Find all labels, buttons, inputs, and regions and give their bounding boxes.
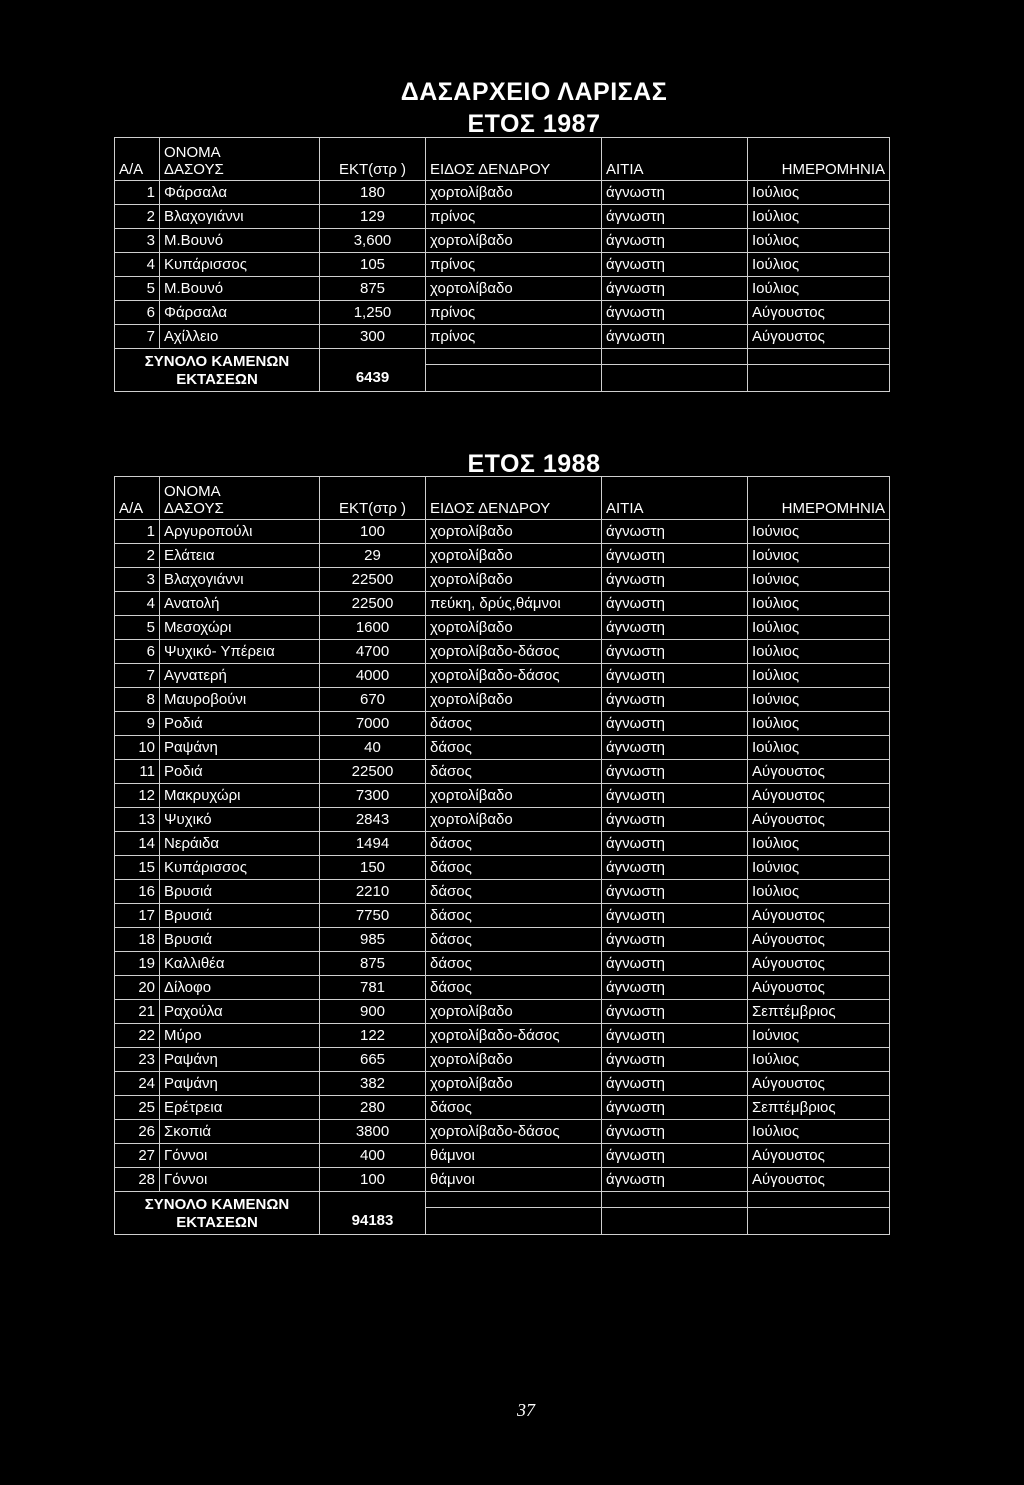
table-row <box>115 1072 890 1096</box>
forest-name-cell: Μαυροβούνι <box>160 688 320 712</box>
total-row <box>115 349 890 392</box>
date-cell: Ιούλιος <box>748 832 890 856</box>
date-cell: Ιούνιος <box>748 544 890 568</box>
tree-type-cell: πρίνος <box>426 205 602 229</box>
table-header-row <box>115 477 890 520</box>
total-empty-cell <box>426 349 602 392</box>
fires-1988-table <box>114 476 890 1235</box>
tree-type-cell: δάσος <box>426 952 602 976</box>
area-cell: 22500 <box>320 760 426 784</box>
cause-cell: άγνωστη <box>602 976 748 1000</box>
tree-type-cell: θάμνοι <box>426 1144 602 1168</box>
area-cell: 29 <box>320 544 426 568</box>
table-row <box>115 520 890 544</box>
cause-cell: άγνωστη <box>602 544 748 568</box>
header-name-line1: ΟΝΟΜΑ <box>164 483 221 500</box>
row-number-cell: 9 <box>115 712 160 736</box>
area-cell: 22500 <box>320 592 426 616</box>
cause-cell: άγνωστη <box>602 568 748 592</box>
forest-name-cell: Αργυροπούλι <box>160 520 320 544</box>
cause-cell: άγνωστη <box>602 1000 748 1024</box>
cause-cell: άγνωστη <box>602 712 748 736</box>
cause-cell: άγνωστη <box>602 181 748 205</box>
total-label <box>115 349 320 392</box>
table-row <box>115 1096 890 1120</box>
forest-name-cell: Βρυσιά <box>160 880 320 904</box>
total-label-line2: ΕΚΤΑΣΕΩΝ <box>176 371 258 388</box>
forest-name-cell: Ροδιά <box>160 760 320 784</box>
tree-type-cell: χορτολίβαδο-δάσος <box>426 1024 602 1048</box>
cause-cell: άγνωστη <box>602 832 748 856</box>
row-number-cell: 26 <box>115 1120 160 1144</box>
tree-type-cell: χορτολίβαδο-δάσος <box>426 664 602 688</box>
table-row <box>115 1168 890 1192</box>
date-cell: Αύγουστος <box>748 1072 890 1096</box>
header-area: ΕΚΤ(στρ ) <box>320 477 426 520</box>
cause-cell: άγνωστη <box>602 205 748 229</box>
row-number-cell: 18 <box>115 928 160 952</box>
forest-name-cell: Μ.Βουνό <box>160 229 320 253</box>
header-aa: Α/Α <box>115 477 160 520</box>
total-label-line1: ΣΥΝΟΛΟ ΚΑΜΕΝΩΝ <box>144 353 290 370</box>
table-row <box>115 616 890 640</box>
row-number-cell: 19 <box>115 952 160 976</box>
cause-cell: άγνωστη <box>602 736 748 760</box>
tree-type-cell: χορτολίβαδο <box>426 544 602 568</box>
total-row <box>115 1192 890 1235</box>
row-number-cell: 17 <box>115 904 160 928</box>
row-number-cell: 12 <box>115 784 160 808</box>
table-row <box>115 568 890 592</box>
row-number-cell: 15 <box>115 856 160 880</box>
tree-type-cell: χορτολίβαδο-δάσος <box>426 1120 602 1144</box>
table-row <box>115 1000 890 1024</box>
tree-type-cell: χορτολίβαδο <box>426 616 602 640</box>
cause-cell: άγνωστη <box>602 592 748 616</box>
forest-name-cell: Ραχούλα <box>160 1000 320 1024</box>
area-cell: 781 <box>320 976 426 1000</box>
forest-name-cell: Γόννοι <box>160 1144 320 1168</box>
forest-name-cell: Φάρσαλα <box>160 301 320 325</box>
table-row <box>115 325 890 349</box>
tree-type-cell: δάσος <box>426 976 602 1000</box>
date-cell: Ιούνιος <box>748 520 890 544</box>
date-cell: Αύγουστος <box>748 976 890 1000</box>
area-cell: 1,250 <box>320 301 426 325</box>
row-number-cell: 4 <box>115 592 160 616</box>
cause-cell: άγνωστη <box>602 1072 748 1096</box>
tree-type-cell: δάσος <box>426 832 602 856</box>
fires-1987-table <box>114 137 890 392</box>
tree-type-cell: δάσος <box>426 904 602 928</box>
date-cell: Αύγουστος <box>748 904 890 928</box>
row-number-cell: 20 <box>115 976 160 1000</box>
cause-cell: άγνωστη <box>602 1168 748 1192</box>
tree-type-cell: πρίνος <box>426 325 602 349</box>
total-empty-cell <box>426 1192 602 1235</box>
total-value: 94183 <box>320 1192 426 1235</box>
table-row <box>115 664 890 688</box>
total-value: 6439 <box>320 349 426 392</box>
row-number-cell: 2 <box>115 544 160 568</box>
date-cell: Ιούλιος <box>748 736 890 760</box>
area-cell: 7300 <box>320 784 426 808</box>
row-number-cell: 5 <box>115 277 160 301</box>
total-label-line2: ΕΚΤΑΣΕΩΝ <box>176 1214 258 1231</box>
row-number-cell: 5 <box>115 616 160 640</box>
table-row <box>115 301 890 325</box>
area-cell: 4700 <box>320 640 426 664</box>
date-cell: Ιούλιος <box>748 181 890 205</box>
area-cell: 3800 <box>320 1120 426 1144</box>
tree-type-cell: δάσος <box>426 760 602 784</box>
cause-cell: άγνωστη <box>602 253 748 277</box>
header-name-line2: ΔΑΣΟΥΣ <box>164 500 224 517</box>
cause-cell: άγνωστη <box>602 808 748 832</box>
row-number-cell: 6 <box>115 640 160 664</box>
table-row <box>115 1120 890 1144</box>
cause-cell: άγνωστη <box>602 1144 748 1168</box>
cause-cell: άγνωστη <box>602 688 748 712</box>
row-number-cell: 2 <box>115 205 160 229</box>
area-cell: 3,600 <box>320 229 426 253</box>
date-cell: Ιούλιος <box>748 880 890 904</box>
row-number-cell: 10 <box>115 736 160 760</box>
tree-type-cell: δάσος <box>426 880 602 904</box>
area-cell: 280 <box>320 1096 426 1120</box>
forest-name-cell: Βλαχογιάννι <box>160 205 320 229</box>
forest-name-cell: Ραψάνη <box>160 1072 320 1096</box>
forest-name-cell: Βρυσιά <box>160 904 320 928</box>
date-cell: Αύγουστος <box>748 325 890 349</box>
cause-cell: άγνωστη <box>602 928 748 952</box>
area-cell: 400 <box>320 1144 426 1168</box>
date-cell: Σεπτέμβριος <box>748 1096 890 1120</box>
row-number-cell: 14 <box>115 832 160 856</box>
tree-type-cell: χορτολίβαδο <box>426 277 602 301</box>
row-number-cell: 16 <box>115 880 160 904</box>
table-row <box>115 880 890 904</box>
table-row <box>115 952 890 976</box>
row-number-cell: 8 <box>115 688 160 712</box>
table-row <box>115 181 890 205</box>
row-number-cell: 1 <box>115 520 160 544</box>
date-cell: Ιούνιος <box>748 568 890 592</box>
date-cell: Ιούλιος <box>748 592 890 616</box>
cause-cell: άγνωστη <box>602 1096 748 1120</box>
header-aa: Α/Α <box>115 138 160 181</box>
area-cell: 670 <box>320 688 426 712</box>
date-cell: Ιούνιος <box>748 688 890 712</box>
table-row <box>115 640 890 664</box>
tree-type-cell: χορτολίβαδο <box>426 784 602 808</box>
area-cell: 300 <box>320 325 426 349</box>
forest-name-cell: Νεράιδα <box>160 832 320 856</box>
cause-cell: άγνωστη <box>602 664 748 688</box>
forest-name-cell: Μύρο <box>160 1024 320 1048</box>
forest-name-cell: Μακρυχώρι <box>160 784 320 808</box>
header-forest-name <box>160 477 320 520</box>
area-cell: 7750 <box>320 904 426 928</box>
table-row <box>115 688 890 712</box>
area-cell: 7000 <box>320 712 426 736</box>
tree-type-cell: πρίνος <box>426 253 602 277</box>
area-cell: 22500 <box>320 568 426 592</box>
header-cause: ΑΙΤΙΑ <box>602 138 748 181</box>
area-cell: 40 <box>320 736 426 760</box>
tree-type-cell: χορτολίβαδο <box>426 568 602 592</box>
row-number-cell: 21 <box>115 1000 160 1024</box>
forest-name-cell: Ψυχικό <box>160 808 320 832</box>
total-empty-cell <box>748 1192 890 1235</box>
table-row <box>115 1048 890 1072</box>
forest-name-cell: Δίλοφο <box>160 976 320 1000</box>
table-row <box>115 856 890 880</box>
tree-type-cell: δάσος <box>426 1096 602 1120</box>
row-number-cell: 7 <box>115 325 160 349</box>
table-row <box>115 277 890 301</box>
cause-cell: άγνωστη <box>602 520 748 544</box>
area-cell: 122 <box>320 1024 426 1048</box>
date-cell: Ιούλιος <box>748 253 890 277</box>
date-cell: Ιούνιος <box>748 856 890 880</box>
date-cell: Αύγουστος <box>748 1168 890 1192</box>
area-cell: 100 <box>320 520 426 544</box>
cause-cell: άγνωστη <box>602 325 748 349</box>
table-row <box>115 976 890 1000</box>
total-empty-cell <box>602 1192 748 1235</box>
cause-cell: άγνωστη <box>602 952 748 976</box>
forest-name-cell: Βρυσιά <box>160 928 320 952</box>
date-cell: Αύγουστος <box>748 952 890 976</box>
tree-type-cell: χορτολίβαδο <box>426 1072 602 1096</box>
table-row <box>115 1144 890 1168</box>
date-cell: Αύγουστος <box>748 1144 890 1168</box>
row-number-cell: 4 <box>115 253 160 277</box>
date-cell: Ιούλιος <box>748 205 890 229</box>
table-row <box>115 736 890 760</box>
tree-type-cell: δάσος <box>426 736 602 760</box>
date-cell: Αύγουστος <box>748 301 890 325</box>
header-date: ΗΜΕΡΟΜΗΝΙΑ <box>748 138 890 181</box>
total-label <box>115 1192 320 1235</box>
row-number-cell: 7 <box>115 664 160 688</box>
tree-type-cell: χορτολίβαδο <box>426 808 602 832</box>
date-cell: Ιούλιος <box>748 640 890 664</box>
table-row <box>115 592 890 616</box>
area-cell: 4000 <box>320 664 426 688</box>
forest-name-cell: Αγνατερή <box>160 664 320 688</box>
date-cell: Αύγουστος <box>748 784 890 808</box>
header-area: ΕΚΤ(στρ ) <box>320 138 426 181</box>
area-cell: 1494 <box>320 832 426 856</box>
row-number-cell: 11 <box>115 760 160 784</box>
area-cell: 900 <box>320 1000 426 1024</box>
forest-name-cell: Κυπάρισσος <box>160 253 320 277</box>
cause-cell: άγνωστη <box>602 301 748 325</box>
date-cell: Ιούλιος <box>748 229 890 253</box>
forest-name-cell: Φάρσαλα <box>160 181 320 205</box>
year-1987-title: ΕΤΟΣ 1987 <box>467 110 601 138</box>
forest-name-cell: Ροδιά <box>160 712 320 736</box>
forest-name-cell: Γόννοι <box>160 1168 320 1192</box>
tree-type-cell: χορτολίβαδο-δάσος <box>426 640 602 664</box>
table-row <box>115 904 890 928</box>
forest-name-cell: Καλλιθέα <box>160 952 320 976</box>
table-row <box>115 760 890 784</box>
table-row <box>115 784 890 808</box>
cause-cell: άγνωστη <box>602 880 748 904</box>
area-cell: 665 <box>320 1048 426 1072</box>
forest-name-cell: Βλαχογιάννι <box>160 568 320 592</box>
cause-cell: άγνωστη <box>602 856 748 880</box>
cause-cell: άγνωστη <box>602 616 748 640</box>
total-label-line1: ΣΥΝΟΛΟ ΚΑΜΕΝΩΝ <box>144 1196 290 1213</box>
header-name-line1: ΟΝΟΜΑ <box>164 144 221 161</box>
row-number-cell: 3 <box>115 229 160 253</box>
total-empty-cell <box>602 349 748 392</box>
cause-cell: άγνωστη <box>602 760 748 784</box>
tree-type-cell: χορτολίβαδο <box>426 520 602 544</box>
table-row <box>115 544 890 568</box>
header-name-line2: ΔΑΣΟΥΣ <box>164 161 224 178</box>
table-row <box>115 928 890 952</box>
tree-type-cell: δάσος <box>426 928 602 952</box>
table-row <box>115 712 890 736</box>
forest-name-cell: Ανατολή <box>160 592 320 616</box>
row-number-cell: 13 <box>115 808 160 832</box>
date-cell: Ιούλιος <box>748 712 890 736</box>
cause-cell: άγνωστη <box>602 1120 748 1144</box>
page-number: 37 <box>517 1400 535 1420</box>
table-row <box>115 253 890 277</box>
row-number-cell: 22 <box>115 1024 160 1048</box>
total-empty-cell <box>748 349 890 392</box>
tree-type-cell: χορτολίβαδο <box>426 1000 602 1024</box>
row-number-cell: 24 <box>115 1072 160 1096</box>
area-cell: 382 <box>320 1072 426 1096</box>
area-cell: 1600 <box>320 616 426 640</box>
cause-cell: άγνωστη <box>602 229 748 253</box>
row-number-cell: 6 <box>115 301 160 325</box>
date-cell: Ιούλιος <box>748 1120 890 1144</box>
area-cell: 2210 <box>320 880 426 904</box>
forest-name-cell: Σκοπιά <box>160 1120 320 1144</box>
forest-name-cell: Αχίλλειο <box>160 325 320 349</box>
row-number-cell: 27 <box>115 1144 160 1168</box>
forest-name-cell: Κυπάρισσος <box>160 856 320 880</box>
table-row <box>115 205 890 229</box>
area-cell: 129 <box>320 205 426 229</box>
cause-cell: άγνωστη <box>602 640 748 664</box>
date-cell: Αύγουστος <box>748 928 890 952</box>
forest-name-cell: Ερέτρεια <box>160 1096 320 1120</box>
forest-name-cell: Ραψάνη <box>160 736 320 760</box>
table-row <box>115 1024 890 1048</box>
date-cell: Ιούλιος <box>748 277 890 301</box>
tree-type-cell: θάμνοι <box>426 1168 602 1192</box>
tree-type-cell: χορτολίβαδο <box>426 229 602 253</box>
tree-type-cell: χορτολίβαδο <box>426 688 602 712</box>
row-number-cell: 23 <box>115 1048 160 1072</box>
table-row <box>115 808 890 832</box>
tree-type-cell: χορτολίβαδο <box>426 1048 602 1072</box>
area-cell: 985 <box>320 928 426 952</box>
document-title: ΔΑΣΑΡΧΕΙΟ ΛΑΡΙΣΑΣ <box>400 78 668 106</box>
area-cell: 875 <box>320 952 426 976</box>
header-tree-type: ΕΙΔΟΣ ΔΕΝΔΡΟΥ <box>426 138 602 181</box>
area-cell: 105 <box>320 253 426 277</box>
header-tree-type: ΕΙΔΟΣ ΔΕΝΔΡΟΥ <box>426 477 602 520</box>
date-cell: Ιούλιος <box>748 1048 890 1072</box>
cause-cell: άγνωστη <box>602 1024 748 1048</box>
cause-cell: άγνωστη <box>602 277 748 301</box>
forest-name-cell: Μεσοχώρι <box>160 616 320 640</box>
tree-type-cell: δάσος <box>426 856 602 880</box>
tree-type-cell: πεύκη, δρύς,θάμνοι <box>426 592 602 616</box>
area-cell: 150 <box>320 856 426 880</box>
date-cell: Ιούλιος <box>748 664 890 688</box>
date-cell: Σεπτέμβριος <box>748 1000 890 1024</box>
header-cause: ΑΙΤΙΑ <box>602 477 748 520</box>
row-number-cell: 1 <box>115 181 160 205</box>
row-number-cell: 25 <box>115 1096 160 1120</box>
cause-cell: άγνωστη <box>602 904 748 928</box>
forest-name-cell: Ελάτεια <box>160 544 320 568</box>
forest-name-cell: Ψυχικό- Υπέρεια <box>160 640 320 664</box>
header-date: ΗΜΕΡΟΜΗΝΙΑ <box>748 477 890 520</box>
date-cell: Ιούνιος <box>748 1024 890 1048</box>
area-cell: 2843 <box>320 808 426 832</box>
row-number-cell: 3 <box>115 568 160 592</box>
tree-type-cell: χορτολίβαδο <box>426 181 602 205</box>
table-row <box>115 229 890 253</box>
area-cell: 100 <box>320 1168 426 1192</box>
table-row <box>115 832 890 856</box>
forest-name-cell: Ραψάνη <box>160 1048 320 1072</box>
date-cell: Αύγουστος <box>748 808 890 832</box>
date-cell: Ιούλιος <box>748 616 890 640</box>
tree-type-cell: δάσος <box>426 712 602 736</box>
cause-cell: άγνωστη <box>602 784 748 808</box>
date-cell: Αύγουστος <box>748 760 890 784</box>
area-cell: 875 <box>320 277 426 301</box>
row-number-cell: 28 <box>115 1168 160 1192</box>
header-forest-name <box>160 138 320 181</box>
forest-name-cell: Μ.Βουνό <box>160 277 320 301</box>
area-cell: 180 <box>320 181 426 205</box>
year-1988-title: ΕΤΟΣ 1988 <box>467 450 601 478</box>
tree-type-cell: πρίνος <box>426 301 602 325</box>
table-header-row <box>115 138 890 181</box>
cause-cell: άγνωστη <box>602 1048 748 1072</box>
